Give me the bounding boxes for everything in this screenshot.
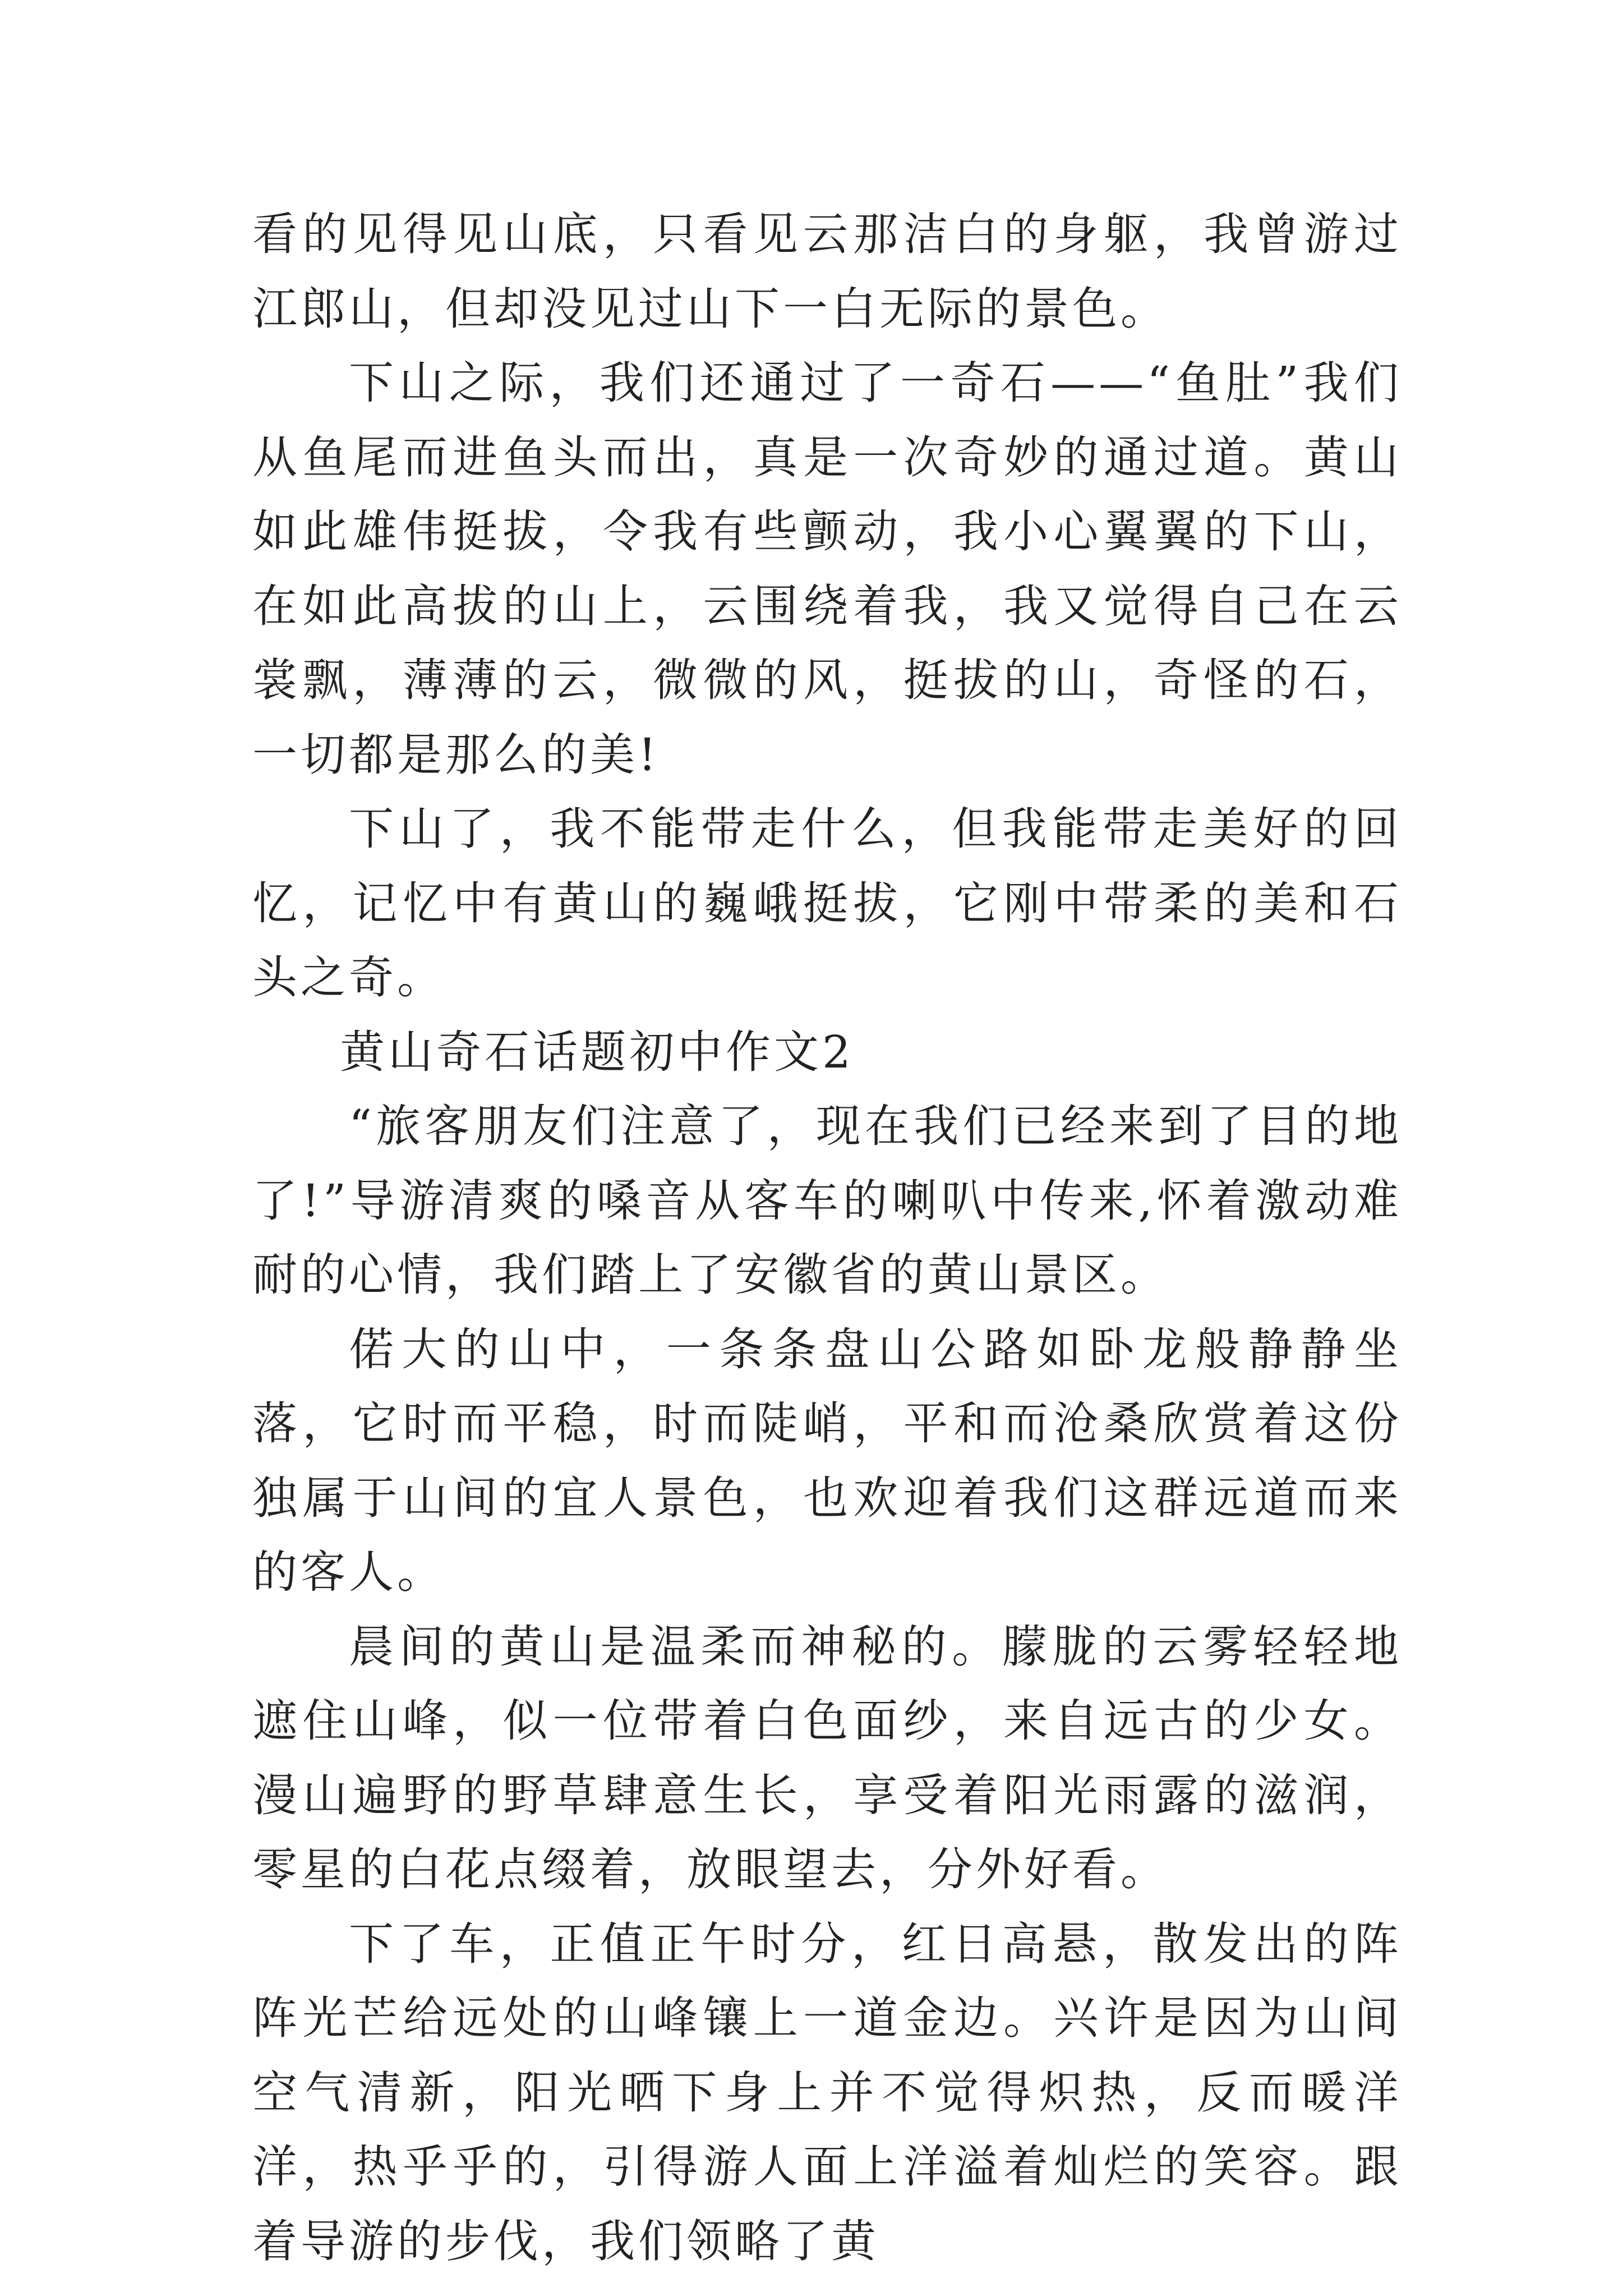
essay-body	[252, 197, 1402, 2279]
paragraph-3: 下山了，我不能带走什么，但我能带走美好的回忆，记忆中有黄山的巍峨挺拔，它刚中带柔的美和石头之奇。	[252, 803, 1402, 1004]
paragraph-1: 看的见得见山底，只看见云那洁白的身躯，我曾游过江郎山，但却没见过山下一白无际的景色。	[252, 208, 1402, 335]
paragraph-2: 下山之际，我们还通过了一奇石——“鱼肚”我们从鱼尾而进鱼头而出，真是一次奇妙的通过道。黄山如此雄伟挺拔，令我有些颤动，我小心翼翼的下山，在如此高拔的山上，云围绕着我，我又觉得自己在云裳飘，薄薄的云，微微的风，挺拔的山，奇怪的石，一切都是那么的美!	[252, 357, 1402, 781]
paragraph-7: 下了车，正值正午时分，红日高悬，散发出的阵阵光芒给远处的山峰镶上一道金边。兴许是因为山间空气清新，阳光晒下身上并不觉得炽热，反而暖洋洋，热乎乎的，引得游人面上洋溢着灿烂的笑容。跟着导游的步伐，我们领略了黄	[252, 1917, 1402, 2267]
paragraph-5: 偌大的山中，一条条盘山公路如卧龙般静静坐落，它时而平稳，时而陡峭，平和而沧桑欣赏着这份独属于山间的宜人景色，也欢迎着我们这群远道而来的客人。	[252, 1323, 1402, 1598]
paragraph-4: “旅客朋友们注意了，现在我们已经来到了目的地了!”导游清爽的嗓音从客车的喇叭中传来,怀着激动难耐的心情，我们踏上了安徽省的黄山景区。	[252, 1100, 1402, 1301]
essay-title-2: 黄山奇石话题初中作文2	[340, 1025, 854, 1078]
paragraph-6: 晨间的黄山是温柔而神秘的。朦胧的云雾轻轻地遮住山峰，似一位带着白色面纱，来自远古的少女。漫山遍野的野草肆意生长，享受着阳光雨露的滋润，零星的白花点缀着，放眼望去，分外好看。	[252, 1620, 1402, 1895]
